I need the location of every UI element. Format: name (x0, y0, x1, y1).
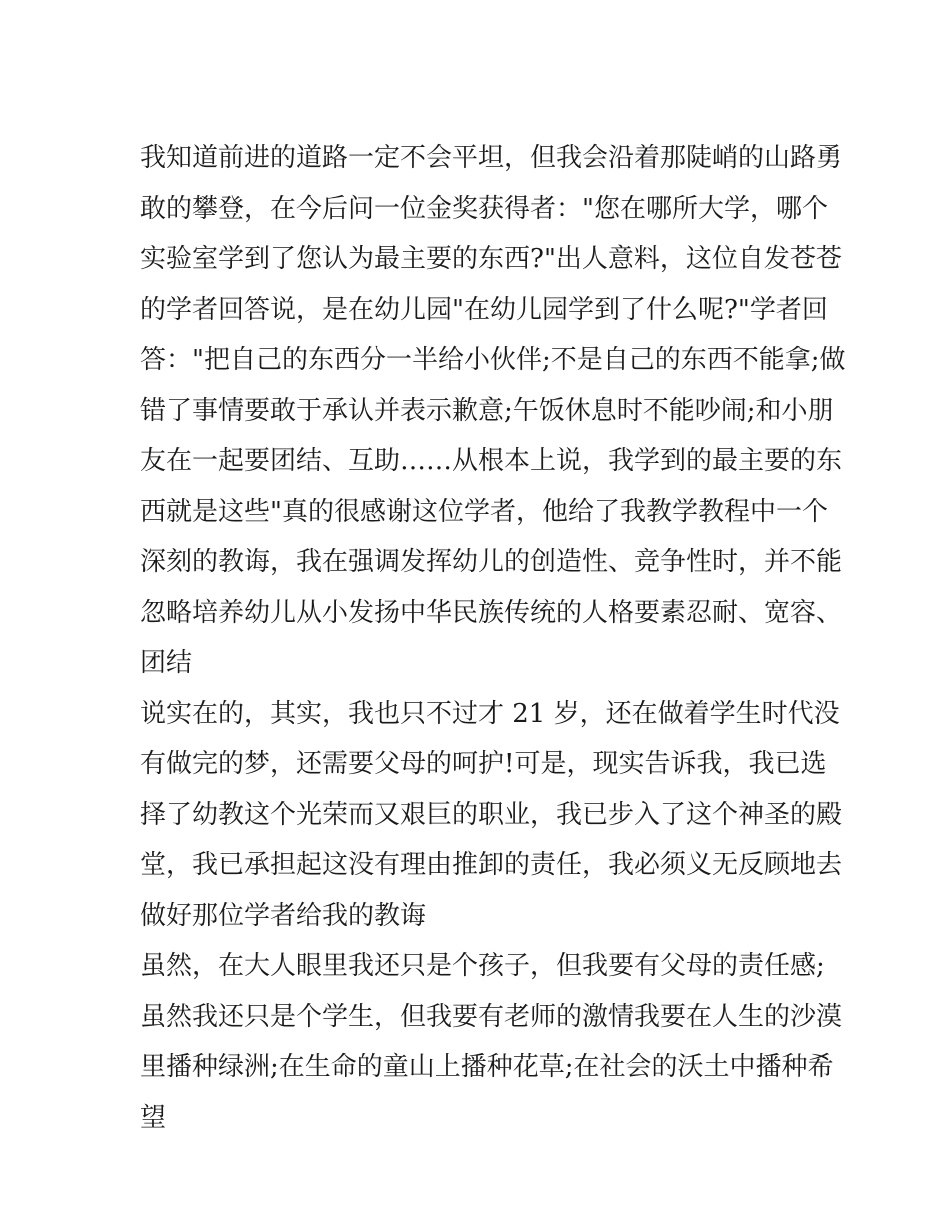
text-line: 深刻的教诲，我在强调发挥幼儿的创造性、竞争性时，并不能 (140, 547, 843, 577)
text-line: 里播种绿洲;在生命的童山上播种花草;在社会的沃土中播种希 (140, 1052, 834, 1082)
text-line: 虽然我还只是个学生，但我要有老师的激情我要在人生的沙漠 (140, 1001, 843, 1032)
text-line: 错了事情要敢于承认并表示歉意;午饭休息时不能吵闹;和小朋 (140, 395, 834, 426)
text-line: 忽略培养幼儿从小发扬中华民族传统的人格要素忍耐、宽容、 (140, 597, 843, 628)
paragraph-3 (140, 941, 843, 1143)
text-line: 说实在的，其实，我也只不过才 21 岁，还在做着学生时代没 (140, 698, 840, 729)
document-body (140, 133, 846, 1143)
text-line: 择了幼教这个光荣而又艰巨的职业，我已步入了这个神圣的殿 (140, 799, 843, 830)
text-line: 实验室学到了您认为最主要的东西?"出人意料，这位自发苍苍 (140, 244, 842, 274)
text-line: 的学者回答说，是在幼儿园"在幼儿园学到了什么呢?"学者回 (140, 294, 828, 325)
text-line: 有做完的梦，还需要父母的呵护!可是，现实告诉我，我已选 (140, 749, 827, 779)
text-line: 虽然，在大人眼里我还只是个孩子，但我要有父母的责任感; (140, 951, 825, 981)
text-line: 友在一起要团结、互助……从根本上说，我学到的最主要的东 (140, 446, 843, 476)
text-line: 望 (140, 1102, 167, 1133)
text-line: 答："把自己的东西分一半给小伙伴;不是自己的东西不能拿;做 (140, 345, 846, 375)
text-line: 团结 (140, 648, 193, 678)
paragraph-1 (140, 133, 846, 689)
text-line: 我知道前进的道路一定不会平坦，但我会沿着那陡峭的山路勇 (140, 143, 843, 173)
text-line: 西就是这些"真的很感谢这位学者，他给了我教学教程中一个 (140, 496, 828, 527)
text-line: 堂，我已承担起这没有理由推卸的责任，我必须义无反顾地去 (140, 850, 843, 880)
paragraph-2 (140, 689, 843, 942)
text-line: 敢的攀登，在今后问一位金奖获得者："您在哪所大学，哪个 (140, 193, 828, 224)
text-line: 做好那位学者给我的教诲 (140, 900, 427, 931)
